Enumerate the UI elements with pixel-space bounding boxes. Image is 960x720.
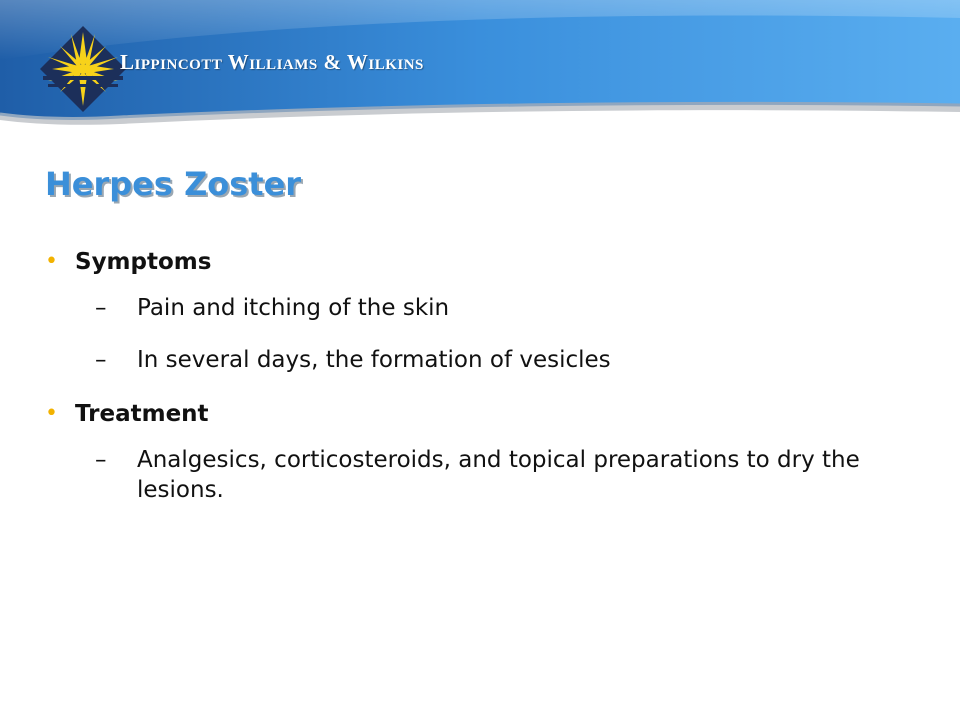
starburst-logo-icon [38, 24, 128, 114]
dash-icon: – [95, 295, 107, 321]
slide-title: Herpes Zoster [45, 165, 302, 203]
bullet-dot-icon: • [45, 249, 58, 274]
sub-bullet [45, 293, 915, 323]
bullet-treatment [45, 397, 915, 431]
dash-icon: – [95, 447, 107, 473]
sub-bullet [45, 345, 915, 375]
bullet-heading: Symptoms [75, 249, 212, 275]
sub-bullet-text: Analgesics, corticosteroids, and topical preparations to dry the lesions. [137, 447, 860, 503]
slide-content [45, 245, 915, 527]
bullet-dot-icon: • [45, 401, 58, 426]
sub-bullet-text: In several days, the formation of vesicles [137, 347, 611, 373]
sub-bullet [45, 445, 915, 505]
dash-icon: – [95, 347, 107, 373]
header-banner [0, 0, 960, 130]
bullet-symptoms [45, 245, 915, 279]
sub-bullet-text: Pain and itching of the skin [137, 295, 450, 321]
publisher-logo-text: Lippincott Williams & Wilkins [120, 50, 424, 74]
bullet-heading: Treatment [75, 401, 209, 427]
